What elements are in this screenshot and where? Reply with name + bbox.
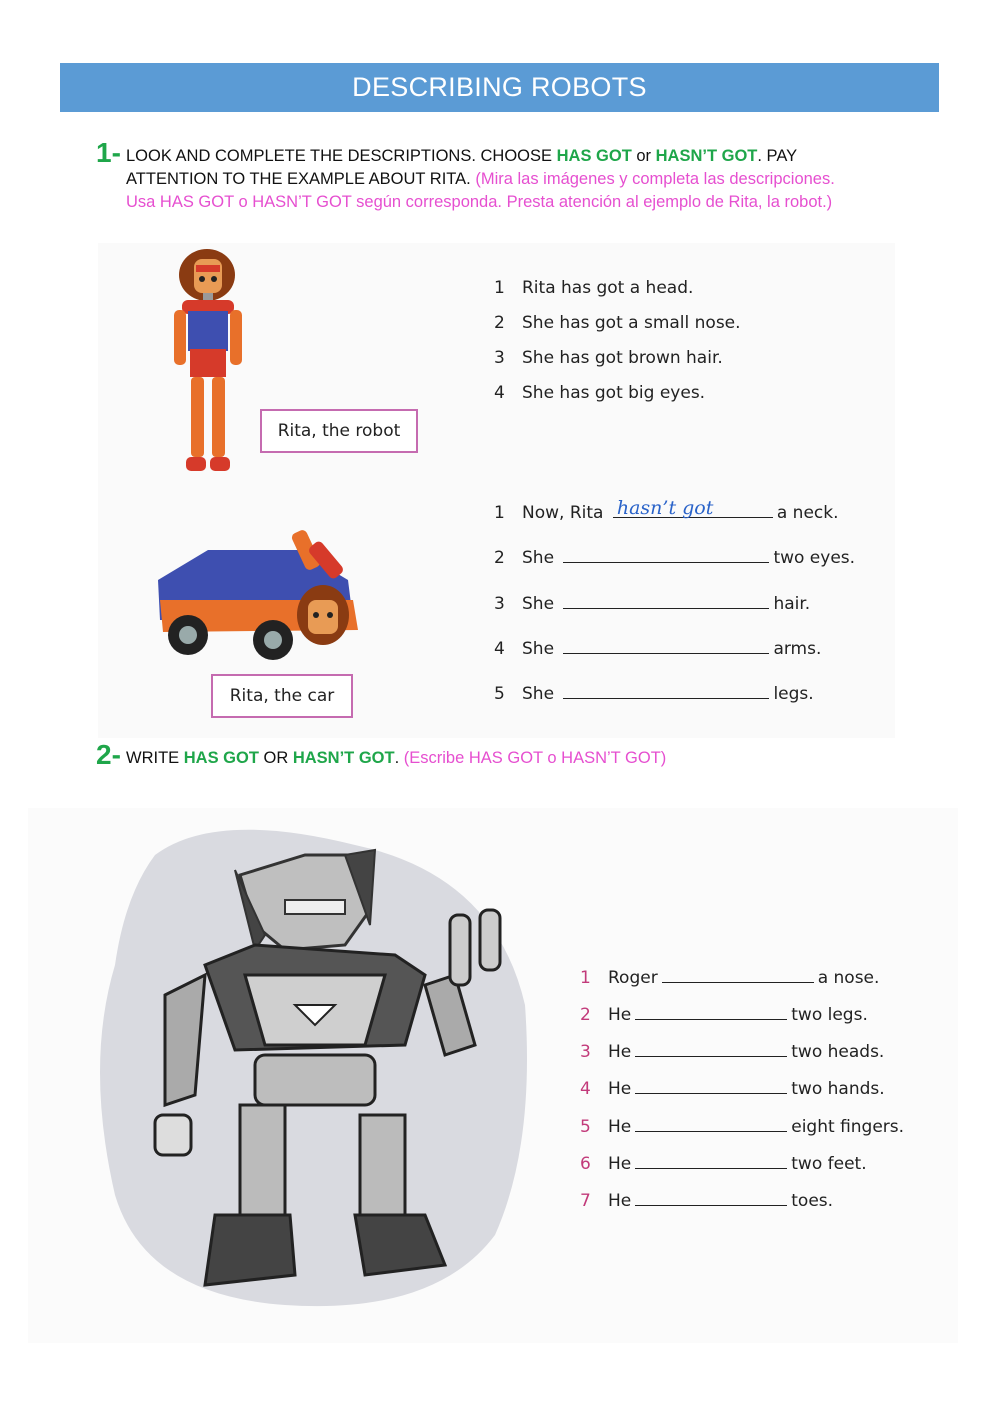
roger-blank-1[interactable] [662,982,814,983]
ex1-or: or [631,147,656,165]
ex2-text-a: WRITE [126,749,184,767]
robot-sentence-1: 1 Rita has got a head. [494,278,694,298]
rita-car-illustration [148,520,370,665]
ex2-dot: . [394,749,404,767]
roger-blank-3[interactable] [635,1056,787,1057]
answer-blank-2[interactable] [563,562,769,563]
ex1-text-a: LOOK AND COMPLETE THE DESCRIPTIONS. CHOOSE [126,147,557,165]
exercise-1-number: 1- [96,137,121,168]
page-title-banner [60,63,939,112]
page-title: DESCRIBING ROBOTS [352,72,647,102]
ex1-spanish-b: Usa HAS GOT o HASN’T GOT según corresponda. Presta atención al ejemplo de Rita, la robot.) [126,193,833,211]
roger-robot-illustration [95,815,535,1315]
robot-sentence-4: 4 She has got big eyes. [494,383,706,403]
ex2-has-got: HAS GOT [183,749,259,767]
ex1-line2: ATTENTION TO THE EXAMPLE ABOUT RITA. [126,170,476,188]
roger-sentence-1: 1 Roger a nose. [580,968,880,988]
car-sentence-5: 5 She legs. [494,684,814,704]
car-sentence-3: 3 She hair. [494,594,811,614]
exercise-2-instructions [126,747,666,770]
answer-blank-3[interactable] [563,608,769,609]
answer-blank-1[interactable] [613,497,773,519]
car-sentence-2: 2 She two eyes. [494,548,856,568]
roger-sentence-7: 7 He toes. [580,1191,834,1211]
roger-sentence-4: 4 He two hands. [580,1079,885,1099]
car-sentence-1: 1 Now, Rita hasn’t got a neck. [494,497,839,523]
ex1-text-b: . PAY [757,147,798,165]
robot-sentence-2: 2 She has got a small nose. [494,313,741,333]
exercise-2-number: 2- [96,739,121,770]
ex2-hasnt-got: HASN’T GOT [292,749,395,767]
roger-sentence-5: 5 He eight fingers. [580,1117,905,1137]
answer-blank-5[interactable] [563,698,769,699]
robot-sentence-3: 3 She has got brown hair. [494,348,723,368]
roger-blank-2[interactable] [635,1019,787,1020]
ex2-or: OR [258,749,293,767]
rita-robot-label: Rita, the robot [260,409,418,453]
ex2-spanish: (Escribe HAS GOT o HASN’T GOT) [403,749,667,767]
answer-blank-4[interactable] [563,653,769,654]
roger-blank-6[interactable] [635,1168,787,1169]
example-answer: hasn’t got [616,497,714,519]
rita-car-label: Rita, the car [211,674,353,718]
roger-sentence-2: 2 He two legs. [580,1005,868,1025]
roger-sentence-6: 6 He two feet. [580,1154,867,1174]
roger-sentence-3: 3 He two heads. [580,1042,885,1062]
car-sentence-4: 4 She arms. [494,639,822,659]
roger-blank-4[interactable] [635,1093,787,1094]
roger-blank-7[interactable] [635,1205,787,1206]
ex1-has-got: HAS GOT [556,147,632,165]
rita-robot-illustration [160,245,260,485]
roger-blank-5[interactable] [635,1131,787,1132]
ex1-hasnt-got: HASN’T GOT [655,147,758,165]
exercise-1-instructions [126,145,946,214]
ex1-spanish-a: (Mira las imágenes y completa las descripciones. [475,170,835,188]
